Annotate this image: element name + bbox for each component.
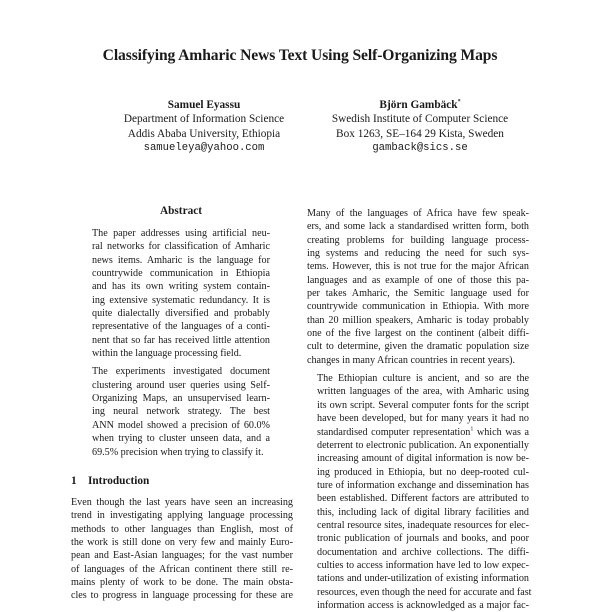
body-paragraph [307,207,529,367]
text-line: languages and as example of one of those this pa- [307,274,529,286]
text-line: trend in investigating applying language processing [71,510,293,522]
text-line: clustering around user queries using Self- [92,379,270,391]
text-line: ture of information exchange and dissemination has [317,479,529,491]
text-line: cult to determine, given the dramatic population size [307,341,529,353]
text-line: ing systems and reducing the need for such sys- [307,248,529,260]
text-line: ANN model showed a precision of 60.0% [92,419,270,431]
text-line: cles to progress in language processing for these are [71,590,293,602]
introduction-body [71,496,293,603]
text-line: of languages of the African continent there still re- [71,563,293,575]
text-line: Many of the languages of Africa have few speak- [307,208,529,219]
text-line: ral networks for classification of Amharic [92,241,270,253]
text-line: changes in many African countries in recent years). [307,354,516,366]
text-line: culties to access information have led to low expec- [317,559,529,571]
author-block-1 [104,98,304,155]
section-heading [71,475,149,487]
text-line: methods to other languages than English, most of [71,523,293,535]
text-line: been established. Different factors are attributed to [317,493,529,505]
footnote-ref[interactable]: 1 [470,426,474,433]
text-line: tronic publication of journals and books, and poor [317,533,529,545]
text-line: countrywide communication in Ethiopia [92,268,270,280]
text-line: resources, even though the need for accurate and fast [317,586,532,598]
text-line: deterrent to electronic publication. An exponentially [317,439,529,451]
text-line: its own script. Several computer fonts for the script [317,399,529,411]
right-column-body [307,207,532,612]
text-line: pean and East-Asian languages; for the vast number [71,550,293,562]
text-line: representative of the languages of a conti- [92,321,270,333]
text-line: The Ethiopian culture is ancient, and so are the [317,373,529,385]
footnote-mark: * [457,99,461,106]
text-line: per takes Amharic, the Semitic language used for [307,288,529,300]
text-line: Organizing Maps, an unsupervised learn- [92,393,270,405]
author-affiliation: Swedish Institute of Computer Science [331,113,509,126]
text-line: documentation and archive collections. The diffi- [317,546,529,558]
text-line: than 20 million speakers, Amharic is today probably [307,314,529,326]
body-paragraph [71,496,293,603]
text-line: mains plenty of work to be done. The main obsta- [71,577,293,589]
text-line: one of the five largest on the continent (albeit diffi- [307,328,529,340]
author-affiliation: Department of Information Science [123,113,285,126]
author-name: Björn Gambäck* [379,99,461,111]
text-line: within the language processing field. [92,348,242,360]
text-line: when trying to cluster unseen data, and a [92,433,270,445]
text-line: central resource sites, inadequate resources for elec- [317,519,529,531]
body-paragraph [307,372,532,612]
text-line: ing extensive systematic redundancy. It is [92,294,270,306]
author-block-2 [310,98,530,155]
text-line: The experiments investigated document [92,366,270,378]
text-line: tems. However, this is not true for the major African [307,261,529,273]
author-email[interactable]: gamback@sics.se [372,141,468,154]
text-line: tations and under-utilization of existing information [317,573,529,585]
text-line: this, including lack of digital library facilities and [317,506,529,518]
abstract-heading: Abstract [159,205,203,217]
paper-title: Classifying Amharic News Text Using Self-Organizing Maps [102,47,498,64]
abstract-paragraph [92,365,270,458]
text-line: and has its own writing system contain- [92,281,270,293]
text-line: information access is acknowledged as a major fac- [317,599,529,611]
text-line: nent that so far has received little attention [92,334,270,346]
text-line: have been developed, but for many years it had no [317,413,529,425]
text-line: ers, and some lack a standardised written form, both [307,221,529,233]
abstract-paragraph [92,227,270,360]
text-line: quite dialectally diversified and probably [92,308,270,320]
author-name: Samuel Eyassu [167,99,241,111]
text-line: creating problems for building language process- [307,234,529,246]
text-line: increasing amount of digital information is now be- [317,453,529,465]
section-number: 1 [71,475,77,487]
text-line: written languages of the area, with Amharic using [317,386,529,398]
text-line: standardised computer representation$^1$ which was a [317,426,529,438]
text-line: ing neural network strategy. The best [92,406,270,418]
abstract-body [92,227,270,459]
text-line: countrywide communication in Ethiopia. With more [307,301,529,313]
section-title: Introduction [88,475,150,487]
author-affiliation: Box 1263, SE–164 29 Kista, Sweden [336,127,504,140]
text-line: Even though the last years have seen an increasing [71,497,293,508]
text-line: the work is still done on very few and mainly Euro- [71,537,293,549]
text-line: The paper addresses using artificial neu- [92,228,270,239]
text-line: 69.5% precision when trying to classify it. [92,446,264,458]
author-email[interactable]: samueleya@yahoo.com [143,141,265,154]
text-line: ing produced in Ethiopia, but no deep-rooted cul- [317,466,529,478]
author-affiliation: Addis Ababa University, Ethiopia [127,127,281,140]
text-line: news items. Amharic is the language for [92,254,270,266]
